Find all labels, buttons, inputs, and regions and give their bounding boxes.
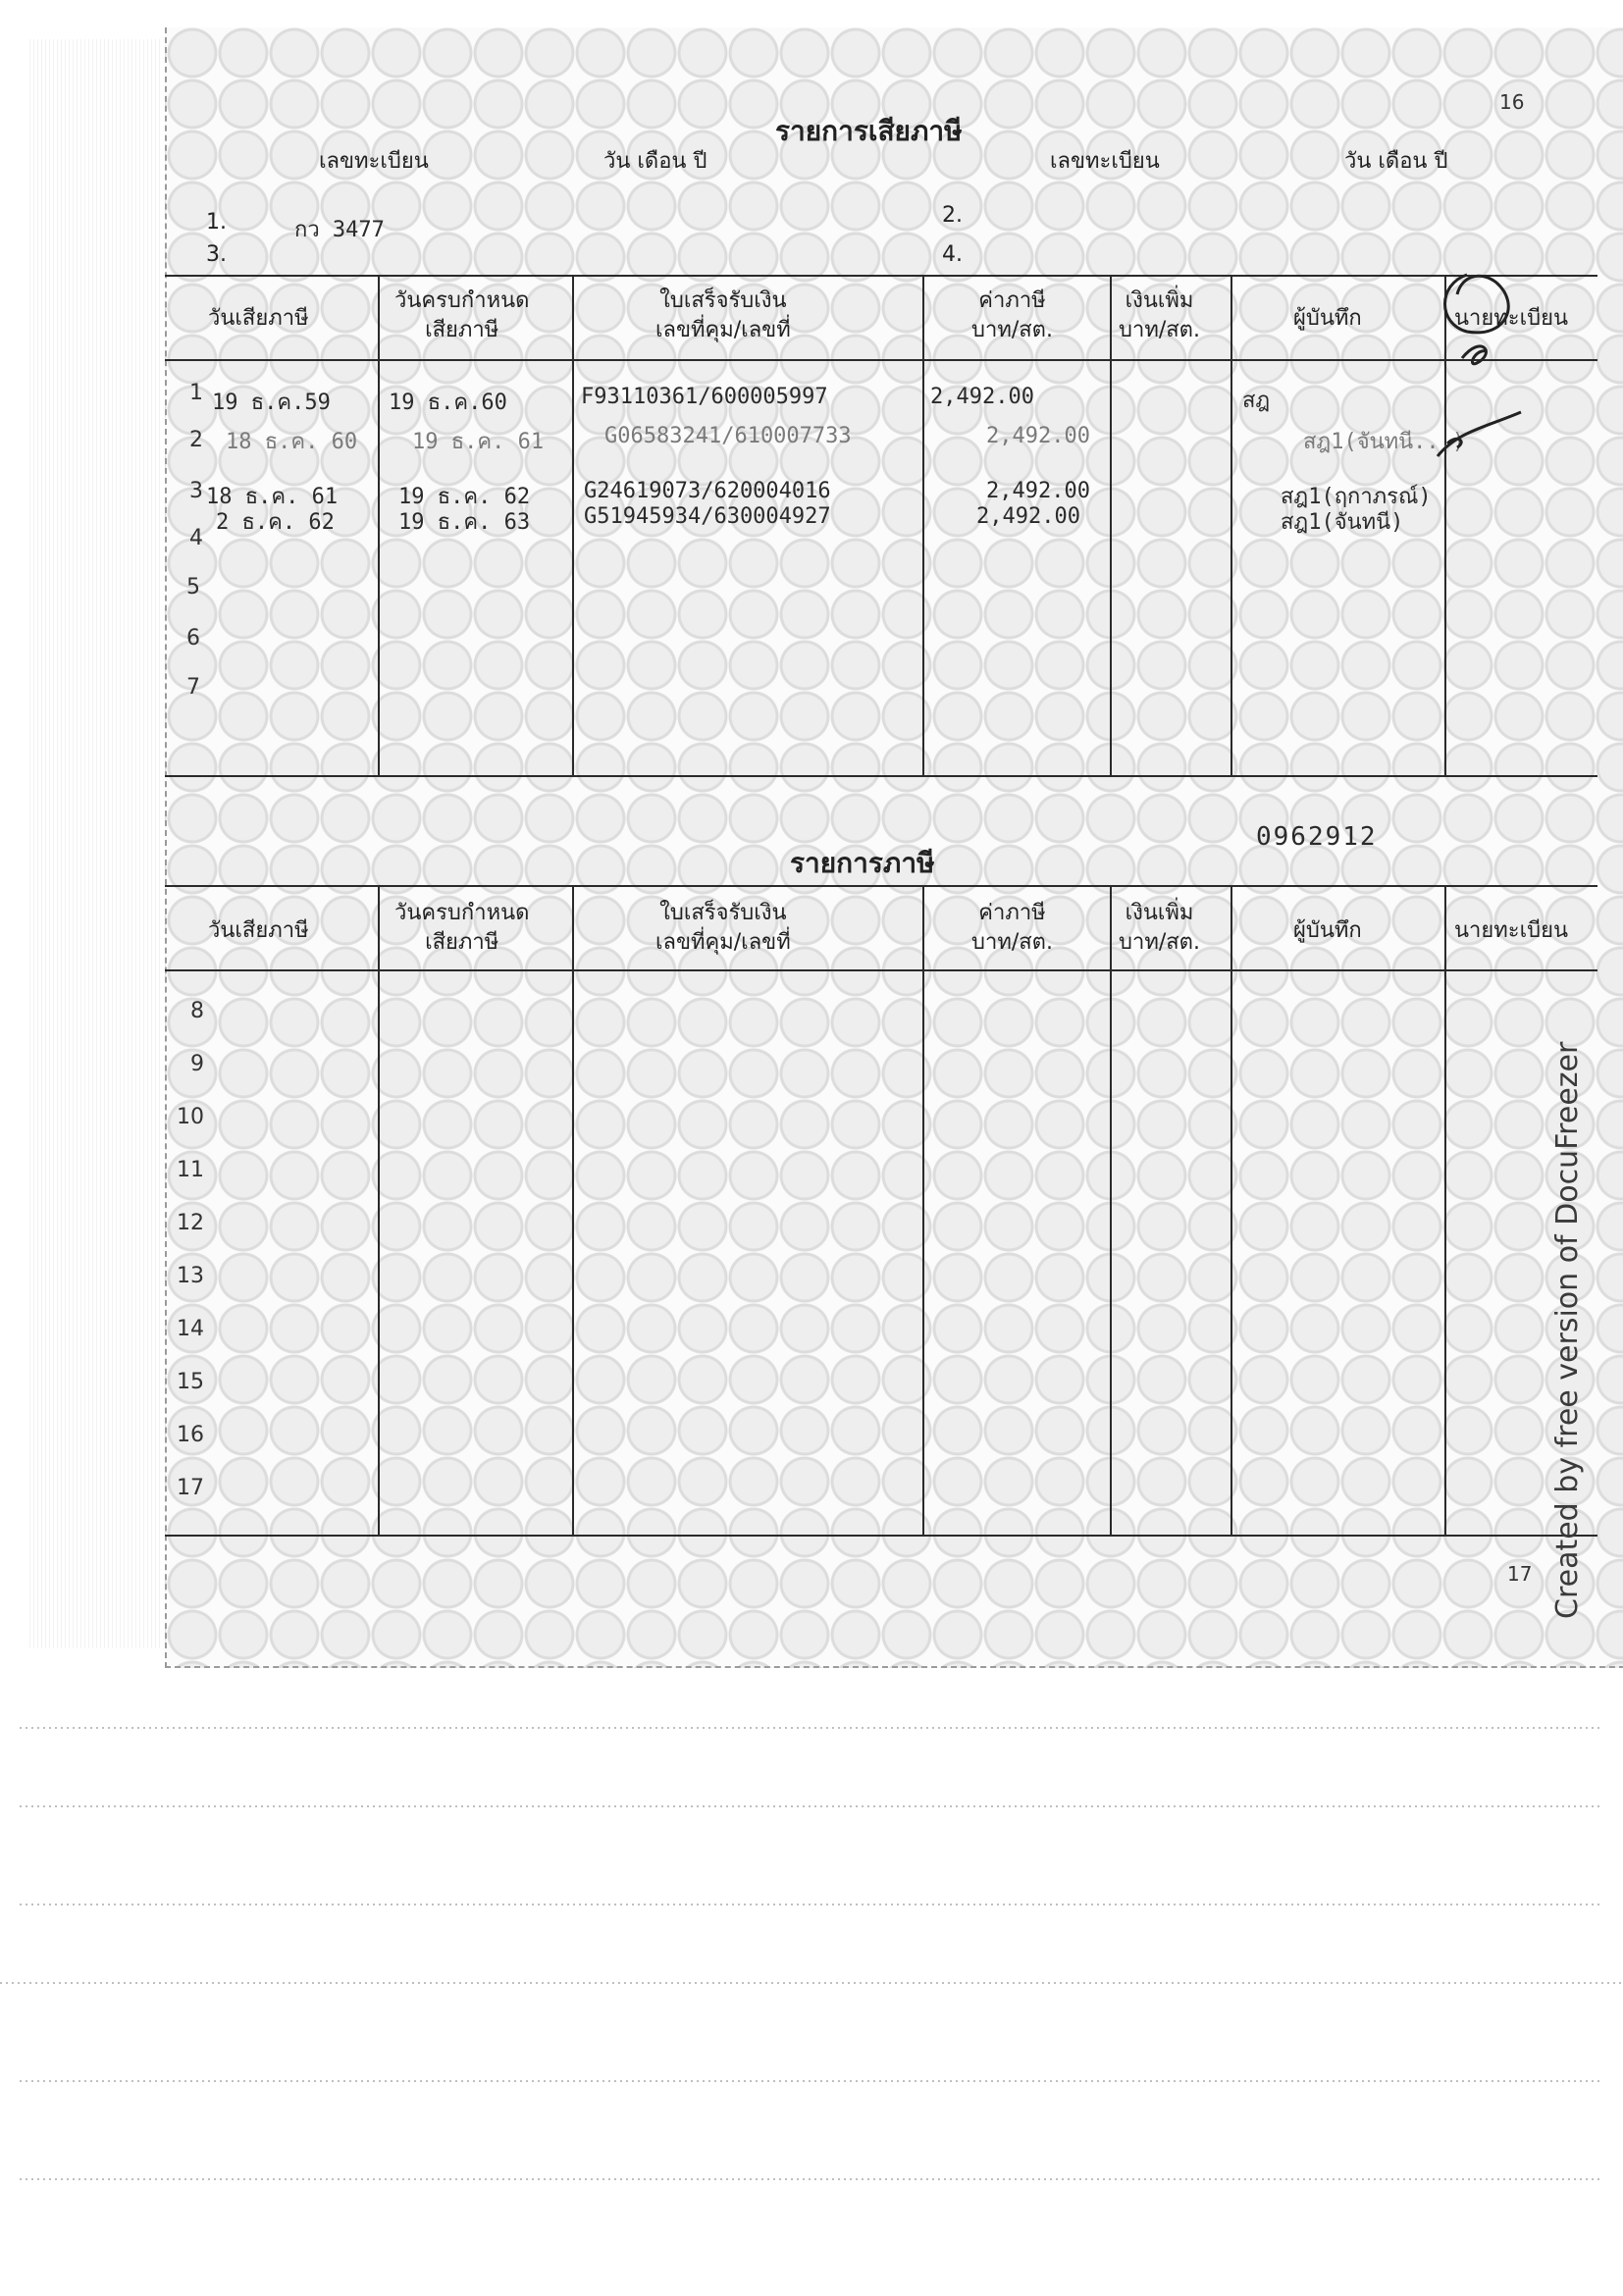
- tax-amount: 2,492.00: [986, 479, 1090, 503]
- row-number: 16: [177, 1423, 204, 1447]
- row-number: 14: [177, 1317, 204, 1341]
- col-header-due-date: วันครบกำหนด เสียภาษี: [394, 901, 530, 955]
- paid-date: 18 ธ.ค. 60: [226, 430, 358, 454]
- column-divider: [1230, 275, 1232, 775]
- col-header-paid-date: วันเสียภาษี: [208, 306, 309, 331]
- recorder: สฎ1(ฤกาภรณ์): [1281, 485, 1432, 509]
- registration-index: 3.: [206, 242, 227, 267]
- receipt-number: G51945934/630004927: [584, 504, 831, 529]
- receipt-number: F93110361/600005997: [581, 385, 828, 409]
- due-date: 19 ธ.ค. 61: [412, 430, 545, 454]
- column-divider: [378, 885, 380, 1535]
- page-number-top: 16: [1499, 90, 1525, 114]
- table-rule: [165, 775, 1597, 777]
- col-header-surcharge: เงินเพิ่ม บาท/สต.: [1119, 288, 1200, 342]
- registration-index: 2.: [942, 203, 963, 228]
- tax-amount: 2,492.00: [986, 424, 1090, 448]
- table-rule: [165, 969, 1597, 971]
- scan-noise: [20, 2080, 1603, 2082]
- col-header-registrar: นายทะเบียน: [1454, 918, 1569, 943]
- tax-section-title: รายการภาษี: [790, 847, 935, 879]
- receipt-number: G24619073/620004016: [584, 479, 831, 503]
- row-number: 15: [177, 1370, 204, 1394]
- table-rule: [165, 359, 1597, 361]
- receipt-number: G06583241/610007733: [604, 424, 852, 448]
- row-number: 6: [186, 626, 200, 651]
- due-date: 19 ธ.ค. 63: [398, 510, 531, 535]
- col-header-tax: ค่าภาษี บาท/สต.: [971, 288, 1053, 342]
- column-divider: [1444, 885, 1446, 1535]
- column-divider: [1110, 275, 1112, 775]
- date-label-right: วัน เดือน ปี: [1344, 149, 1448, 174]
- date-label-left: วัน เดือน ปี: [603, 149, 707, 174]
- row-number: 10: [177, 1105, 204, 1129]
- scan-noise: [20, 1805, 1603, 1807]
- column-divider: [572, 275, 574, 775]
- scan-margin: [29, 39, 162, 1648]
- registration-index: 1.: [206, 210, 227, 235]
- column-divider: [572, 885, 574, 1535]
- scan-noise: [20, 1904, 1603, 1905]
- col-header-tax: ค่าภาษี บาท/สต.: [971, 901, 1053, 955]
- row-number: 7: [186, 675, 200, 700]
- row-number: 4: [189, 526, 203, 550]
- table-rule: [165, 1535, 1597, 1537]
- col-header-surcharge: เงินเพิ่ม บาท/สต.: [1119, 901, 1200, 955]
- table-rule: [165, 885, 1597, 887]
- due-date: 19 ธ.ค.60: [389, 391, 507, 415]
- col-header-receipt: ใบเสร็จรับเงิน เลขที่คุม/เลขที่: [655, 288, 791, 342]
- tax-amount: 2,492.00: [976, 504, 1080, 529]
- column-divider: [1110, 885, 1112, 1535]
- paid-date: 19 ธ.ค.59: [212, 391, 331, 415]
- column-divider: [1230, 885, 1232, 1535]
- row-number: 13: [177, 1264, 204, 1288]
- registration-number: กว 3477: [294, 218, 385, 242]
- scan-noise: [0, 1982, 1623, 1984]
- col-header-recorder: ผู้บันทึก: [1293, 306, 1362, 331]
- docufreezer-watermark: [1548, 1580, 1623, 1619]
- column-divider: [922, 275, 924, 775]
- tax-amount: 2,492.00: [930, 385, 1034, 409]
- paid-date: 18 ธ.ค. 61: [206, 485, 339, 509]
- table-rule: [165, 275, 1597, 277]
- recorder: สฎ1(จันทนี...): [1303, 430, 1466, 454]
- due-date: 19 ธ.ค. 62: [398, 485, 531, 509]
- registrar-signature: [1428, 265, 1536, 461]
- col-header-due-date: วันครบกำหนด เสียภาษี: [394, 288, 530, 342]
- scan-noise: [20, 1727, 1603, 1729]
- row-number: 8: [190, 999, 204, 1023]
- serial-number: 0962912: [1256, 822, 1378, 852]
- paid-date: 2 ธ.ค. 62: [216, 510, 335, 535]
- row-number: 11: [177, 1158, 204, 1182]
- row-number: 3: [189, 479, 203, 503]
- row-number: 9: [190, 1052, 204, 1076]
- reg-no-label-left: เลขทะเบียน: [319, 149, 429, 174]
- column-divider: [378, 275, 380, 775]
- registration-index: 4.: [942, 242, 963, 267]
- row-number: 12: [177, 1211, 204, 1235]
- col-header-paid-date: วันเสียภาษี: [208, 918, 309, 943]
- recorder: สฎ1(จันทนี): [1281, 510, 1404, 535]
- row-number: 2: [189, 428, 203, 452]
- row-number: 1: [189, 381, 203, 405]
- column-divider: [922, 885, 924, 1535]
- row-number: 5: [186, 575, 200, 600]
- col-header-registrar: นายทะเบียน: [1454, 306, 1569, 331]
- page-number-bottom: 17: [1507, 1562, 1533, 1586]
- scan-noise: [20, 2178, 1603, 2180]
- payment-section-title: รายการเสียภาษี: [775, 115, 963, 147]
- row-number: 17: [177, 1476, 204, 1500]
- recorder: สฎ: [1242, 389, 1271, 413]
- col-header-recorder: ผู้บันทึก: [1293, 918, 1362, 943]
- col-header-receipt: ใบเสร็จรับเงิน เลขที่คุม/เลขที่: [655, 901, 791, 955]
- reg-no-label-right: เลขทะเบียน: [1050, 149, 1160, 174]
